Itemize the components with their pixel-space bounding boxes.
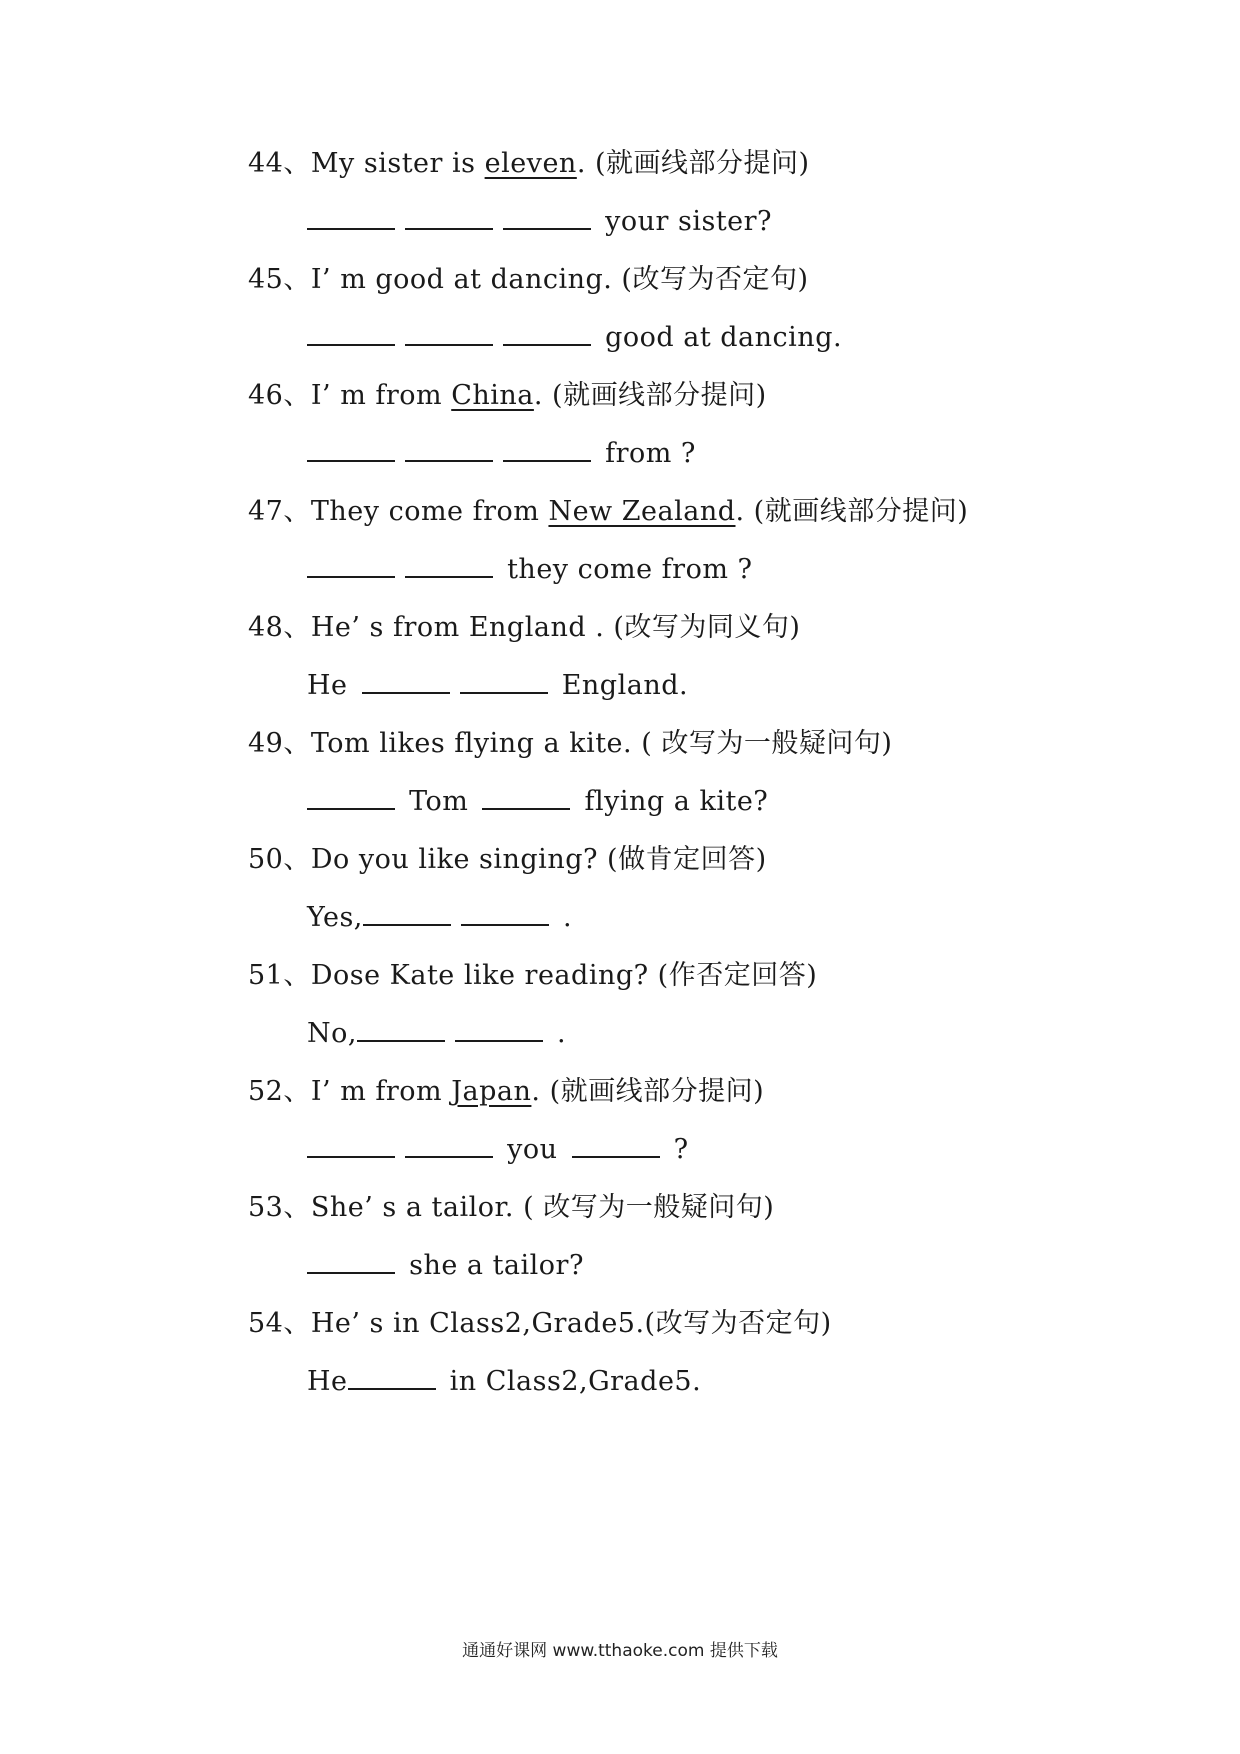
blank[interactable]: [455, 1018, 543, 1042]
underlined-part: China: [451, 380, 534, 411]
footer-credit: 通通好课网 www.tthaoke.com 提供下载: [462, 1641, 778, 1661]
underlined-part: New Zealand: [548, 496, 736, 527]
question-53: 53、She’ s a tailor. ( 改写为一般疑问句): [248, 1192, 775, 1223]
blank[interactable]: [503, 322, 591, 346]
question-number: 52、: [248, 1076, 311, 1107]
question-51: 51、Dose Kate like reading? (作否定回答): [248, 960, 818, 991]
blank[interactable]: [307, 1250, 395, 1274]
blank[interactable]: [482, 786, 570, 810]
underlined-part: Japan: [451, 1076, 532, 1107]
blank[interactable]: [405, 322, 493, 346]
question-number: 46、: [248, 380, 311, 411]
answer-line-54: He in Class2,Grade5.: [307, 1366, 702, 1397]
blank[interactable]: [307, 206, 395, 230]
underlined-part: eleven: [484, 148, 577, 179]
question-47: 47、They come from New Zealand. (就画线部分提问): [248, 496, 969, 527]
blank[interactable]: [307, 786, 395, 810]
blank[interactable]: [461, 902, 549, 926]
question-54: 54、He’ s in Class2,Grade5.(改写为否定句): [248, 1308, 832, 1339]
question-52: 52、I’ m from Japan. (就画线部分提问): [248, 1076, 765, 1107]
question-number: 45、: [248, 264, 311, 295]
answer-line-51: No, .: [307, 1018, 567, 1049]
blank[interactable]: [460, 670, 548, 694]
question-number: 54、: [248, 1308, 311, 1339]
question-number: 48、: [248, 612, 311, 643]
blank[interactable]: [348, 1366, 436, 1390]
blank[interactable]: [405, 206, 493, 230]
question-50: 50、Do you like singing? (做肯定回答): [248, 844, 767, 875]
question-46: 46、I’ m from China. (就画线部分提问): [248, 380, 767, 411]
question-number: 50、: [248, 844, 311, 875]
blank[interactable]: [503, 206, 591, 230]
blank[interactable]: [362, 670, 450, 694]
blank[interactable]: [405, 1134, 493, 1158]
blank[interactable]: [307, 438, 395, 462]
answer-line-52: you ?: [307, 1133, 689, 1167]
blank[interactable]: [307, 1134, 395, 1158]
question-number: 51、: [248, 960, 311, 991]
answer-line-45: good at dancing.: [307, 321, 842, 355]
blank[interactable]: [357, 1018, 445, 1042]
answer-line-44: your sister?: [307, 205, 772, 239]
question-48: 48、He’ s from England . (改写为同义句): [248, 612, 801, 643]
answer-line-47: they come from ?: [307, 553, 753, 587]
blank[interactable]: [307, 322, 395, 346]
question-49: 49、Tom likes flying a kite. ( 改写为一般疑问句): [248, 728, 893, 759]
blank[interactable]: [405, 554, 493, 578]
blank[interactable]: [503, 438, 591, 462]
question-44: 44、My sister is eleven. (就画线部分提问): [248, 148, 810, 179]
question-45: 45、I’ m good at dancing. (改写为否定句): [248, 264, 809, 295]
question-number: 47、: [248, 496, 311, 527]
answer-line-46: from ?: [307, 437, 696, 471]
answer-line-53: she a tailor?: [307, 1249, 584, 1283]
question-number: 44、: [248, 148, 311, 179]
answer-line-48: He England.: [307, 670, 689, 701]
blank[interactable]: [307, 554, 395, 578]
answer-line-49: Tom flying a kite?: [307, 785, 768, 819]
question-number: 49、: [248, 728, 311, 759]
question-number: 53、: [248, 1192, 311, 1223]
blank[interactable]: [572, 1134, 660, 1158]
blank[interactable]: [363, 902, 451, 926]
answer-line-50: Yes, .: [307, 902, 573, 933]
blank[interactable]: [405, 438, 493, 462]
